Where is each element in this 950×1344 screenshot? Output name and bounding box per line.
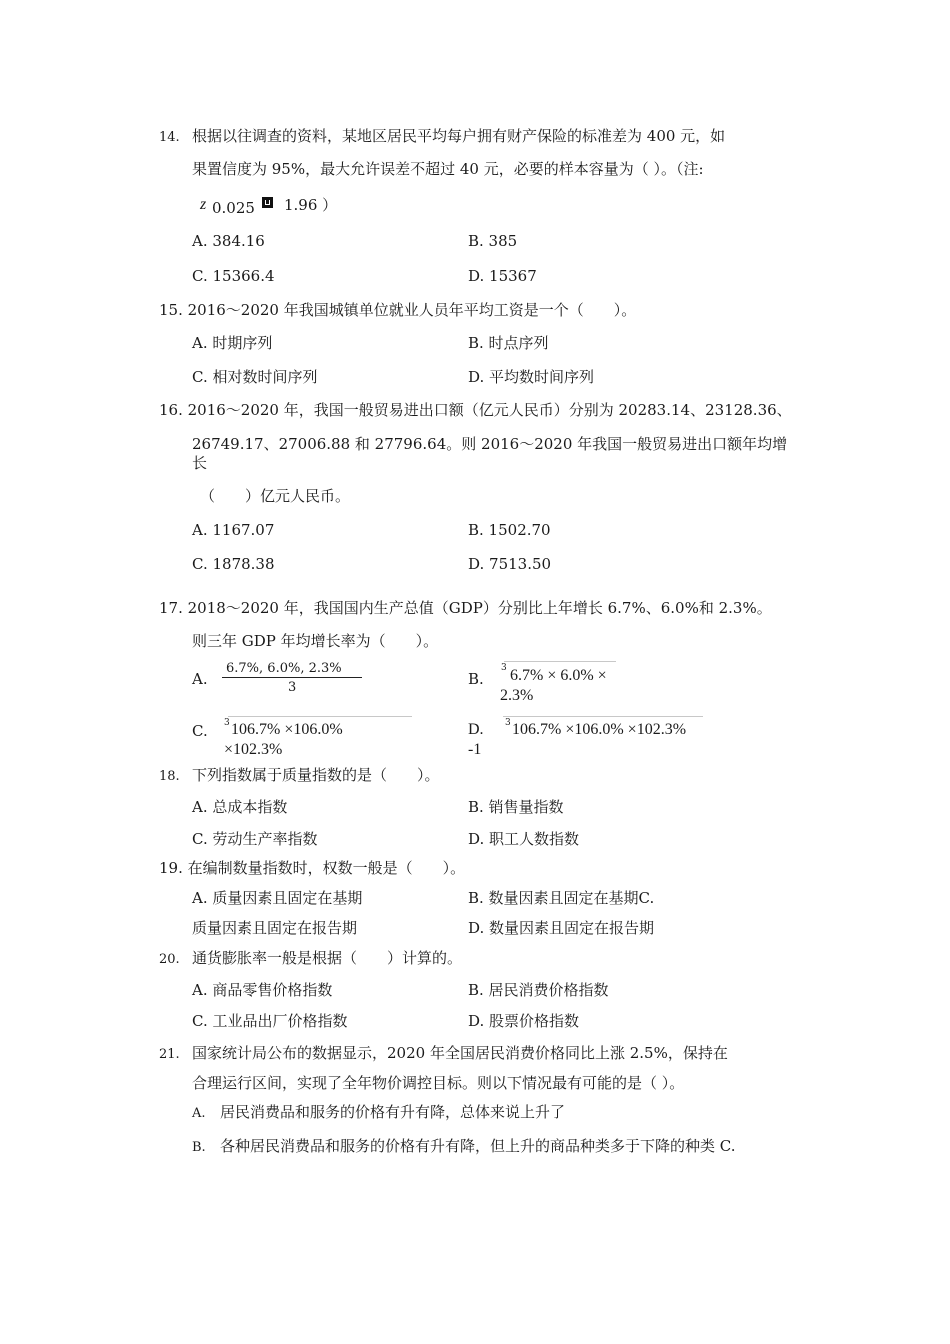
q17-option-d-expression: 106.7% ×106.0% ×102.3% [512, 721, 687, 738]
q17-option-d-root-index: 3 [505, 718, 511, 728]
q17-option-b-line1: 6.7% × 6.0% × [510, 667, 607, 684]
q18-option-d: D. 职工人数指数 [468, 830, 580, 848]
q21-option-a-label: A. [192, 1106, 206, 1121]
q18-number: 18. [159, 769, 180, 784]
q14-option-c: C. 15366.4 [192, 267, 275, 285]
q21-stem-line2: 合理运行区间，实现了全年物价调控目标。则以下情况最有可能的是（ ）。 [192, 1074, 685, 1092]
q15-option-b: B. 时点序列 [468, 334, 549, 352]
q14-option-b: B. 385 [468, 232, 518, 250]
q17-option-a-numerator: 6.7%, 6.0%, 2.3% [226, 661, 342, 676]
q14-number: 14. [159, 130, 180, 145]
q17-stem-line1: 17. 2018～2020 年，我国国内生产总值（GDP）分别比上年增长 6.7%、6.0%和 2.3%。 [159, 599, 772, 617]
q18-stem: 下列指数属于质量指数的是（ ）。 [192, 766, 440, 784]
q17-option-c-root-index: 3 [224, 718, 230, 728]
q16-option-a: A. 1167.07 [192, 521, 275, 539]
q20-number: 20. [159, 952, 180, 967]
q17-option-d-label: D. [468, 721, 484, 738]
q17-option-b-label: B. [468, 670, 484, 688]
q17-option-c-line2: ×102.3% [224, 741, 283, 758]
q16-stem-line1: 16. 2016～2020 年，我国一般贸易进出口额（亿元人民币）分别为 20283.14、23128.36、 [159, 401, 792, 419]
q17-option-c-line1: 106.7% ×106.0% [231, 721, 343, 738]
q17-option-c-radical-bar [228, 716, 412, 717]
q18-option-a: A. 总成本指数 [192, 798, 288, 816]
q19-option-a: A. 质量因素且固定在基期 [192, 889, 363, 907]
q17-option-b-radical-bar [504, 661, 616, 662]
q16-option-c: C. 1878.38 [192, 555, 275, 573]
q21-number: 21. [159, 1047, 180, 1062]
q17-option-c-label: C. [192, 722, 208, 740]
q20-option-a: A. 商品零售价格指数 [192, 981, 333, 999]
q18-option-b: B. 销售量指数 [468, 798, 564, 816]
q19-option-b: B. 数量因素且固定在基期C. [468, 889, 655, 907]
q16-option-b: B. 1502.70 [468, 521, 551, 539]
q17-option-a-label: A. [192, 670, 208, 688]
q14-z-subscript: 0.025 [212, 199, 255, 217]
q20-option-d: D. 股票价格指数 [468, 1012, 580, 1030]
q15-option-d: D. 平均数时间序列 [468, 368, 595, 386]
q14-option-a: A. 384.16 [192, 232, 265, 250]
q15-option-c: C. 相对数时间序列 [192, 368, 318, 386]
q21-option-a-text: 居民消费品和服务的价格有升有降，总体来说上升了 [220, 1103, 566, 1121]
q14-z-value: 1.96 ） [284, 196, 338, 214]
q16-stem-line4: （ ）亿元人民币。 [200, 487, 351, 505]
q19-stem: 19. 在编制数量指数时，权数一般是（ ）。 [159, 859, 466, 877]
q21-stem-line1: 国家统计局公布的数据显示，2020 年全国居民消费价格同比上涨 2.5%，保持在 [192, 1044, 728, 1062]
q19-option-d: D. 数量因素且固定在报告期 [468, 919, 655, 937]
q17-option-d-radical-bar [503, 716, 703, 717]
q15-stem: 15. 2016～2020 年我国城镇单位就业人员年平均工资是一个（ ）。 [159, 301, 637, 319]
q17-option-d-suffix: -1 [468, 741, 482, 758]
q17-option-b-line2: 2.3% [500, 687, 534, 704]
q14-stem-line2: 果置信度为 95%，最大允许误差不超过 40 元，必要的样本容量为（ ）。（注: [192, 160, 704, 178]
q20-option-b: B. 居民消费价格指数 [468, 981, 609, 999]
q18-option-c: C. 劳动生产率指数 [192, 830, 318, 848]
q15-option-a: A. 时期序列 [192, 334, 273, 352]
q19-option-c: 质量因素且固定在报告期 [192, 919, 358, 937]
q16-stem-line3: 长 [192, 454, 208, 472]
q21-option-b-label: B. [192, 1140, 206, 1155]
q17-option-a-denominator: 3 [288, 680, 297, 695]
q16-stem-line2: 26749.17、27006.88 和 27796.64。则 2016～2020 年我国一般贸易进出口额年均增 [192, 435, 788, 453]
q16-option-d: D. 7513.50 [468, 555, 552, 573]
q20-option-c: C. 工业品出厂价格指数 [192, 1012, 348, 1030]
q21-option-b-text: 各种居民消费品和服务的价格有升有降，但上升的商品种类多于下降的种类 C. [220, 1137, 736, 1155]
q20-stem: 通货膨胀率一般是根据（ ）计算的。 [192, 949, 463, 967]
q17-option-b-root-index: 3 [501, 663, 507, 673]
q17-stem-line2: 则三年 GDP 年均增长率为（ ）。 [192, 632, 439, 650]
q14-stem-line1: 根据以往调查的资料，某地区居民平均每户拥有财产保险的标准差为 400 元，如 [192, 127, 726, 145]
approx-symbol-icon [262, 197, 273, 208]
q14-option-d: D. 15367 [468, 267, 537, 285]
q14-z-symbol: z [200, 196, 207, 213]
